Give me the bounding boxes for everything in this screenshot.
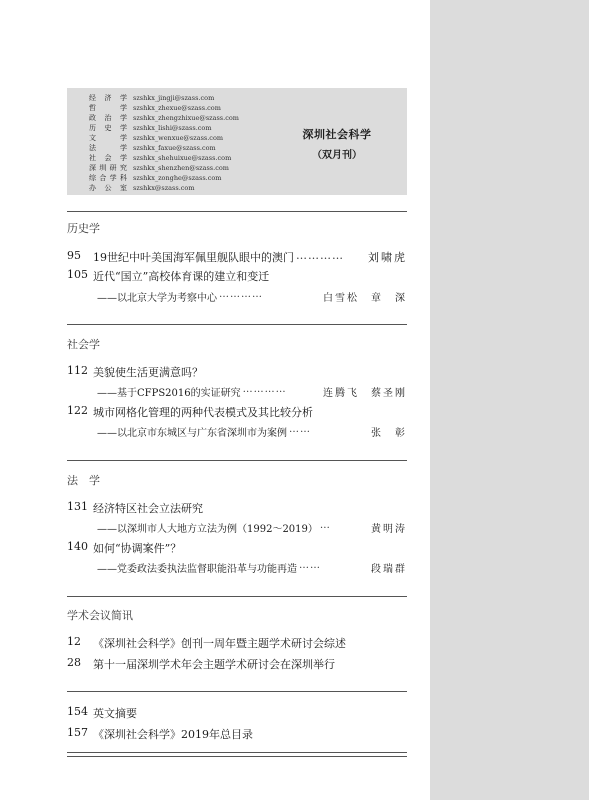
- leader-dots: …………: [296, 249, 344, 262]
- article-title: 英文摘要: [93, 707, 137, 720]
- journal-title: 深圳社会科学: [302, 128, 372, 141]
- bottom-double-rule: [67, 752, 407, 757]
- contact-row: [89, 183, 239, 193]
- section-divider: [67, 324, 407, 325]
- article-author: 黄明涛: [371, 524, 407, 535]
- contact-email[interactable]: szshkx_zhengzhixue@szass.com: [133, 114, 239, 122]
- toc-subtitle-line: [97, 424, 407, 439]
- page-number: 12: [67, 635, 81, 648]
- contact-dept: 深圳研究: [89, 164, 127, 172]
- contact-row: [89, 143, 239, 153]
- contact-email[interactable]: szshkx_zhexue@szass.com: [133, 104, 221, 112]
- page-number: 28: [67, 656, 81, 669]
- toc-subtitle-line: [97, 289, 407, 304]
- article-title: 第十一届深圳学术年会主题学术研讨会在深圳举行: [93, 658, 335, 671]
- page-number: 105: [67, 268, 88, 281]
- leader-dots: …: [319, 520, 331, 531]
- page-margin-panel: [430, 0, 589, 800]
- article-title: 《深圳社会科学》2019年总目录: [93, 728, 253, 741]
- article-subtitle: ——基于CFPS2016的实证研究: [97, 388, 241, 399]
- toc-entry[interactable]: [67, 268, 407, 284]
- contact-row: [89, 163, 239, 173]
- contact-dept: 哲学: [89, 104, 127, 112]
- page-number: 95: [67, 249, 81, 262]
- toc-entry[interactable]: [67, 249, 407, 265]
- section-heading: 法 学: [67, 474, 100, 487]
- section-divider: [67, 211, 407, 212]
- toc-subtitle-line: [97, 560, 407, 575]
- contact-box: [67, 88, 407, 195]
- toc-subtitle-line: [97, 384, 407, 399]
- article-author: 连腾飞 蔡圣刚: [323, 388, 407, 399]
- toc-entry[interactable]: [67, 404, 407, 420]
- article-author: 白雪松 章 深: [323, 293, 407, 304]
- contact-row: [89, 173, 239, 183]
- article-title: 《深圳社会科学》创刊一周年暨主题学术研讨会综述: [93, 637, 346, 650]
- contact-email[interactable]: szshkx_wenxue@szass.com: [133, 134, 224, 142]
- article-title: 如何“协调案件”？: [93, 542, 182, 555]
- article-title: 近代“国立”高校体育课的建立和变迁: [93, 270, 270, 283]
- page-number: 112: [67, 364, 88, 377]
- leader-dots: ……: [289, 424, 311, 435]
- contact-dept: 经济学: [89, 94, 127, 102]
- journal-subtitle: （双月刊）: [312, 150, 362, 161]
- leader-dots: …………: [242, 384, 287, 395]
- contact-email[interactable]: szshkx_shenzhen@szass.com: [133, 164, 229, 172]
- section-divider: [67, 596, 407, 597]
- contact-row: [89, 153, 239, 163]
- contact-dept: 法学: [89, 144, 127, 152]
- contact-row: [89, 133, 239, 143]
- section-heading: 社会学: [67, 338, 100, 351]
- contact-row: [89, 103, 239, 113]
- contact-dept: 社会学: [89, 154, 127, 162]
- page-number: 140: [67, 540, 88, 553]
- article-subtitle: ——以北京市东城区与广东省深圳市为案例: [97, 428, 287, 439]
- article-title: 经济特区社会立法研究: [93, 502, 203, 515]
- contact-row: [89, 93, 239, 103]
- contact-dept: 历史学: [89, 124, 127, 132]
- article-author: 段瑞群: [371, 564, 407, 575]
- leader-dots: …………: [219, 289, 263, 300]
- contact-email[interactable]: szshkx@szass.com: [133, 184, 195, 192]
- contact-email[interactable]: szshkx_shehuixue@szass.com: [133, 154, 232, 162]
- toc-subtitle-line: [97, 520, 407, 535]
- contact-email[interactable]: szshkx_lishi@szass.com: [133, 124, 212, 132]
- toc-entry[interactable]: [67, 635, 407, 651]
- contact-email[interactable]: szshkx_faxue@szass.com: [133, 144, 216, 152]
- article-author: 刘啸虎: [368, 251, 407, 264]
- contact-email[interactable]: szshkx_zonghe@szass.com: [133, 174, 222, 182]
- section-divider: [67, 460, 407, 461]
- article-subtitle: ——以北京大学为考察中心: [97, 293, 217, 304]
- article-subtitle: ——党委政法委执法监督职能沿革与功能再造: [97, 564, 297, 575]
- section-heading: 学术会议简讯: [67, 609, 133, 622]
- toc-entry[interactable]: [67, 540, 407, 556]
- article-title: 城市网格化管理的两种代表模式及其比较分析: [93, 406, 313, 419]
- toc-entry[interactable]: [67, 726, 407, 742]
- contact-dept: 政治学: [89, 114, 127, 122]
- toc-entry[interactable]: [67, 705, 407, 721]
- leader-dots: ……: [299, 560, 321, 571]
- journal-name: [267, 126, 407, 161]
- section-heading: 历史学: [67, 222, 100, 235]
- article-author: 张 彰: [371, 428, 407, 439]
- article-subtitle: ——以深圳市人大地方立法为例（1992～2019）: [97, 524, 318, 535]
- contact-list: [89, 93, 239, 193]
- toc-entry[interactable]: [67, 656, 407, 672]
- page-number: 122: [67, 404, 88, 417]
- page-number: 157: [67, 726, 88, 739]
- section-divider: [67, 691, 407, 692]
- contact-row: [89, 123, 239, 133]
- contact-dept: 综合学科: [89, 174, 127, 182]
- contact-email[interactable]: szshkx_jingji@szass.com: [133, 94, 215, 102]
- contact-row: [89, 113, 239, 123]
- contact-dept: 办公室: [89, 184, 127, 192]
- page-number: 131: [67, 500, 88, 513]
- toc-entry[interactable]: [67, 500, 407, 516]
- article-title: 美貌使生活更满意吗？: [93, 366, 203, 379]
- page-number: 154: [67, 705, 88, 718]
- toc-entry[interactable]: [67, 364, 407, 380]
- article-title: 19世纪中叶美国海军佩里舰队眼中的澳门: [93, 251, 294, 264]
- contact-dept: 文学: [89, 134, 127, 142]
